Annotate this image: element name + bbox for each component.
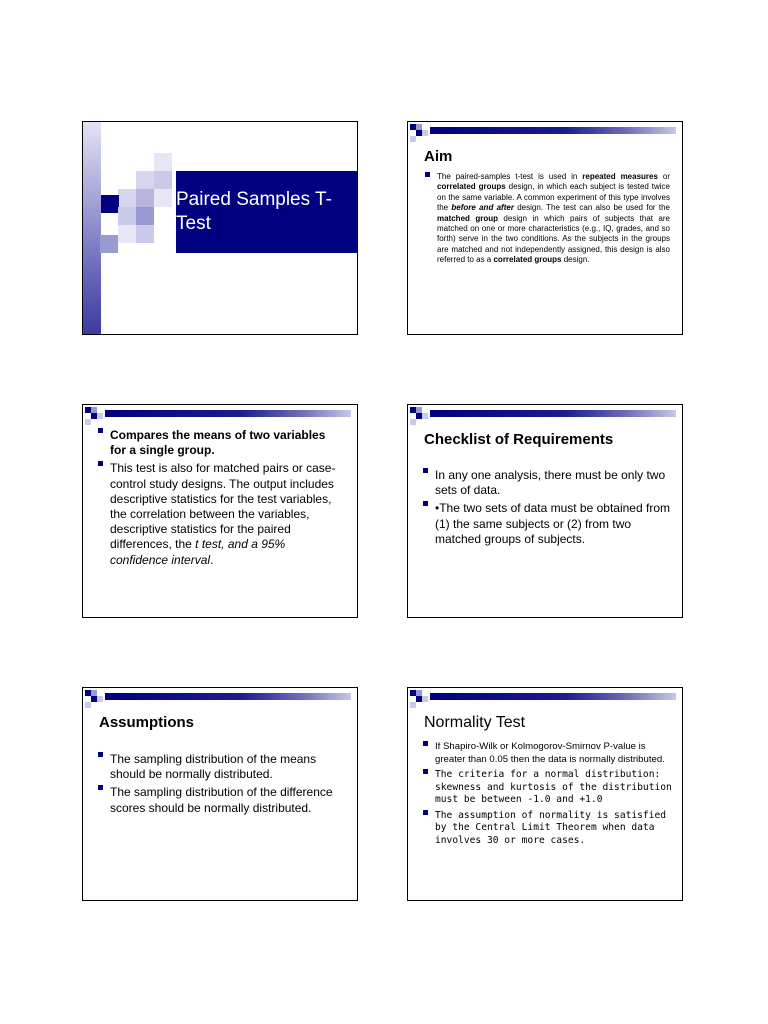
header-square — [416, 413, 422, 419]
assumptions-bullet-list — [98, 752, 348, 816]
decorative-square — [118, 225, 136, 243]
bullet-end-text: . — [210, 552, 214, 567]
slide-normality — [407, 687, 683, 901]
decorative-square — [136, 171, 154, 189]
header-square — [410, 419, 416, 425]
decorative-square — [136, 189, 154, 207]
bullet-item — [98, 461, 343, 567]
header-square — [416, 130, 422, 136]
decorative-square — [101, 195, 119, 213]
header-bar — [430, 127, 676, 134]
header-square — [97, 696, 103, 702]
bullet-item — [423, 769, 675, 807]
header-square — [410, 136, 416, 142]
decorative-square — [136, 225, 154, 243]
slide-header-decoration — [408, 122, 682, 144]
title-line-1: Paired Samples T- — [176, 189, 332, 210]
bullet-text: This test is also for matched pairs or case-control study designs. The output includes descriptive statistics for the test variables, the correlation between the variables, descriptive statistics for the paired differences, the — [110, 461, 336, 552]
header-square — [416, 696, 422, 702]
bullet-text: In any one analysis, there must be only two sets of data. — [435, 468, 666, 498]
bullet-text: The sampling distribution of the difference scores should be normally distributed. — [110, 785, 333, 815]
slide-title-text — [176, 188, 332, 236]
slide-header-decoration — [408, 405, 682, 427]
aim-text-run: or — [657, 172, 670, 181]
header-bar — [430, 410, 676, 417]
aim-text-run: design in which pairs of subjects that are matched on one or more characteristics (e.g., IQ, grades, and so forth) serve in the two conditions. As the subjects in the groups are matched and not independently assigned, this design is also referred to as a — [437, 213, 670, 265]
aim-bullet-list — [425, 172, 670, 266]
header-square — [97, 413, 103, 419]
bullet-item — [423, 468, 673, 498]
bullet-italic-text: t test, and a 95% confidence interval — [110, 537, 286, 567]
decorative-square — [136, 207, 154, 225]
header-bar — [105, 410, 351, 417]
bullet-item — [98, 785, 348, 815]
header-square — [422, 130, 428, 136]
aim-text-run: correlated groups — [493, 255, 562, 265]
slide-heading: Aim — [424, 148, 453, 165]
header-square — [91, 413, 97, 419]
normality-bullet-list — [423, 741, 675, 847]
slide-header-decoration — [83, 688, 357, 710]
bullet-text: •The two sets of data must be obtained from (1) the same subjects or (2) from two matched groups of subjects. — [435, 501, 670, 546]
slide-heading: Checklist of Requirements — [424, 431, 614, 448]
bullet-text: Compares the means of two variables for a single group. — [110, 428, 326, 458]
header-bar — [430, 693, 676, 700]
decorative-square — [100, 235, 118, 253]
aim-paragraph — [425, 172, 670, 266]
decorative-gradient-strip — [83, 122, 101, 335]
slide-assumptions — [82, 687, 358, 901]
slide-heading: Assumptions — [99, 714, 195, 731]
title-line-2: Test — [176, 213, 211, 234]
header-square — [91, 696, 97, 702]
aim-text-run: matched group — [437, 213, 498, 223]
decorative-square — [154, 189, 172, 207]
bullet-text: The sampling distribution of the means should be normally distributed. — [110, 752, 317, 782]
decorative-square — [154, 171, 172, 189]
slide-compares — [82, 404, 358, 618]
slide-aim — [407, 121, 683, 335]
decorative-square — [154, 153, 172, 171]
bullet-item — [98, 428, 343, 458]
slide-header-decoration — [408, 688, 682, 710]
header-square — [422, 413, 428, 419]
header-bar — [105, 693, 351, 700]
compares-bullet-list — [98, 428, 343, 568]
aim-text-run: The paired-samples t-test is used in — [437, 172, 583, 181]
header-square — [85, 419, 91, 425]
bullet-text: If Shapiro-Wilk or Kolmogorov-Smirnov P-value is greater than 0.05 then the data is normally distributed. — [435, 741, 665, 765]
header-square — [422, 696, 428, 702]
bullet-item — [423, 810, 675, 848]
aim-text-run: design. The test can also be used for the — [513, 203, 670, 213]
aim-text-run: repeated measures — [582, 172, 658, 181]
decorative-square — [118, 207, 136, 225]
slide-checklist — [407, 404, 683, 618]
bullet-text: The criteria for a normal distribution: skewness and kurtosis of the distribution must be between -1.0 and +1.0 — [435, 769, 672, 805]
slide-title — [82, 121, 358, 335]
bullet-item — [423, 501, 673, 547]
bullet-item — [423, 741, 675, 766]
aim-text-run: design, in which each subject is tested twice on the same variable. A common experiment of this type involves the — [437, 182, 671, 213]
checklist-bullet-list — [423, 468, 673, 547]
aim-text-run: before and after — [451, 203, 514, 213]
header-square — [410, 702, 416, 708]
bullet-item — [98, 752, 348, 782]
header-square — [85, 702, 91, 708]
bullet-text: The assumption of normality is satisfied by the Central Limit Theorem when data involves 30 or more cases. — [435, 809, 667, 846]
slide-heading: Normality Test — [424, 714, 526, 731]
decorative-square — [118, 189, 136, 207]
aim-text-run: design. — [561, 255, 590, 265]
aim-text-run: correlated groups — [437, 182, 506, 192]
slide-header-decoration — [83, 405, 357, 427]
